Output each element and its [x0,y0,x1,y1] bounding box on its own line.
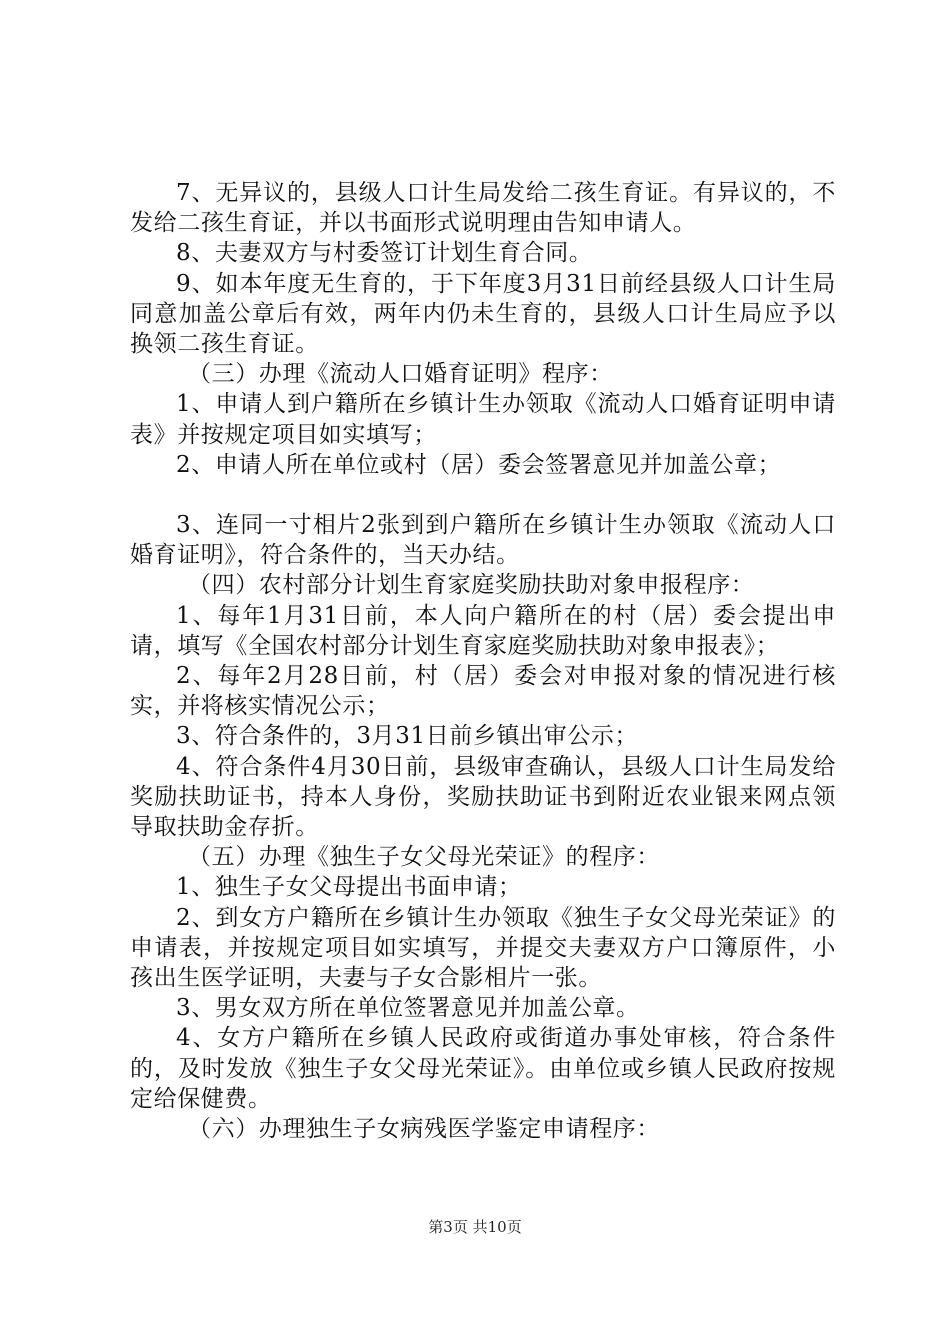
paragraph-item-8: 8、夫妻双方与村委签订计划生育合同。 [176,240,593,267]
paragraph-item-7: 7、无异议的，县级人口计生局发给二孩生育证。有异议的，不发给二孩生育证，并以书面形式说明理由告知申请人。 [130,180,836,237]
paragraph-item-4-3: 3、符合条件的，3月31日前乡镇出审公示； [176,723,639,750]
document-body [130,178,836,1144]
paragraph-item-3-2: 2、申请人所在单位或村（居）委会签署意见并加盖公章； [176,451,782,478]
section-heading-5: （五）办理《独生子女父母光荣证》的程序： [188,844,660,871]
section-heading-3: （三）办理《流动人口婚育证明》程序： [188,361,613,388]
paragraph-item-4-4: 4、符合条件4月30日前，县级审查确认，县级人口计生局发给奖励扶助证书，持本人身份，奖励扶助证书到附近农业银来网点领导取扶助金存折。 [130,753,836,841]
page-number-footer: 第3页 共10页 [428,1218,522,1236]
paragraph-item-4-1: 1、每年1月31日前，本人向户籍所在的村（居）委会提出申请，填写《全国农村部分计划生育家庭奖励扶助对象申报表》； [130,602,836,659]
paragraph-item-5-3: 3、男女双方所在单位签署意见并加盖公章。 [176,995,640,1022]
section-heading-4: （四）农村部分计划生育家庭奖励扶助对象申报程序： [188,572,755,599]
paragraph-item-3-1: 1、申请人到户籍所在乡镇计生办领取《流动人口婚育证明申请表》并按规定项目如实填写； [130,391,836,448]
section-heading-6: （六）办理独生子女病残医学鉴定申请程序： [188,1116,660,1143]
paragraph-item-5-1: 1、独生子女父母提出书面申请； [176,874,522,901]
paragraph-item-4-2: 2、每年2月28日前，村（居）委会对申报对象的情况进行核实，并将核实情况公示； [130,663,836,720]
paragraph-item-5-2: 2、到女方户籍所在乡镇计生办领取《独生子女父母光荣证》的申请表，并按规定项目如实填写，并提交夫妻双方户口簿原件，小孩出生医学证明，夫妻与子女合影相片一张。 [130,904,836,992]
blank-line [130,480,836,510]
paragraph-item-5-4: 4、女方户籍所在乡镇人民政府或街道办事处审核，符合条件的，及时发放《独生子女父母光荣证》。由单位或乡镇人民政府按规定给保健费。 [130,1025,836,1112]
paragraph-item-9: 9、如本年度无生育的，于下年度3月31日前经县级人口计生局同意加盖公章后有效，两年内仍未生育的，县级人口计生局应予以换领二孩生育证。 [130,270,836,358]
paragraph-item-3-3: 3、连同一寸相片2张到到户籍所在乡镇计生办领取《流动人口婚育证明》，符合条件的，当天办结。 [130,512,836,569]
